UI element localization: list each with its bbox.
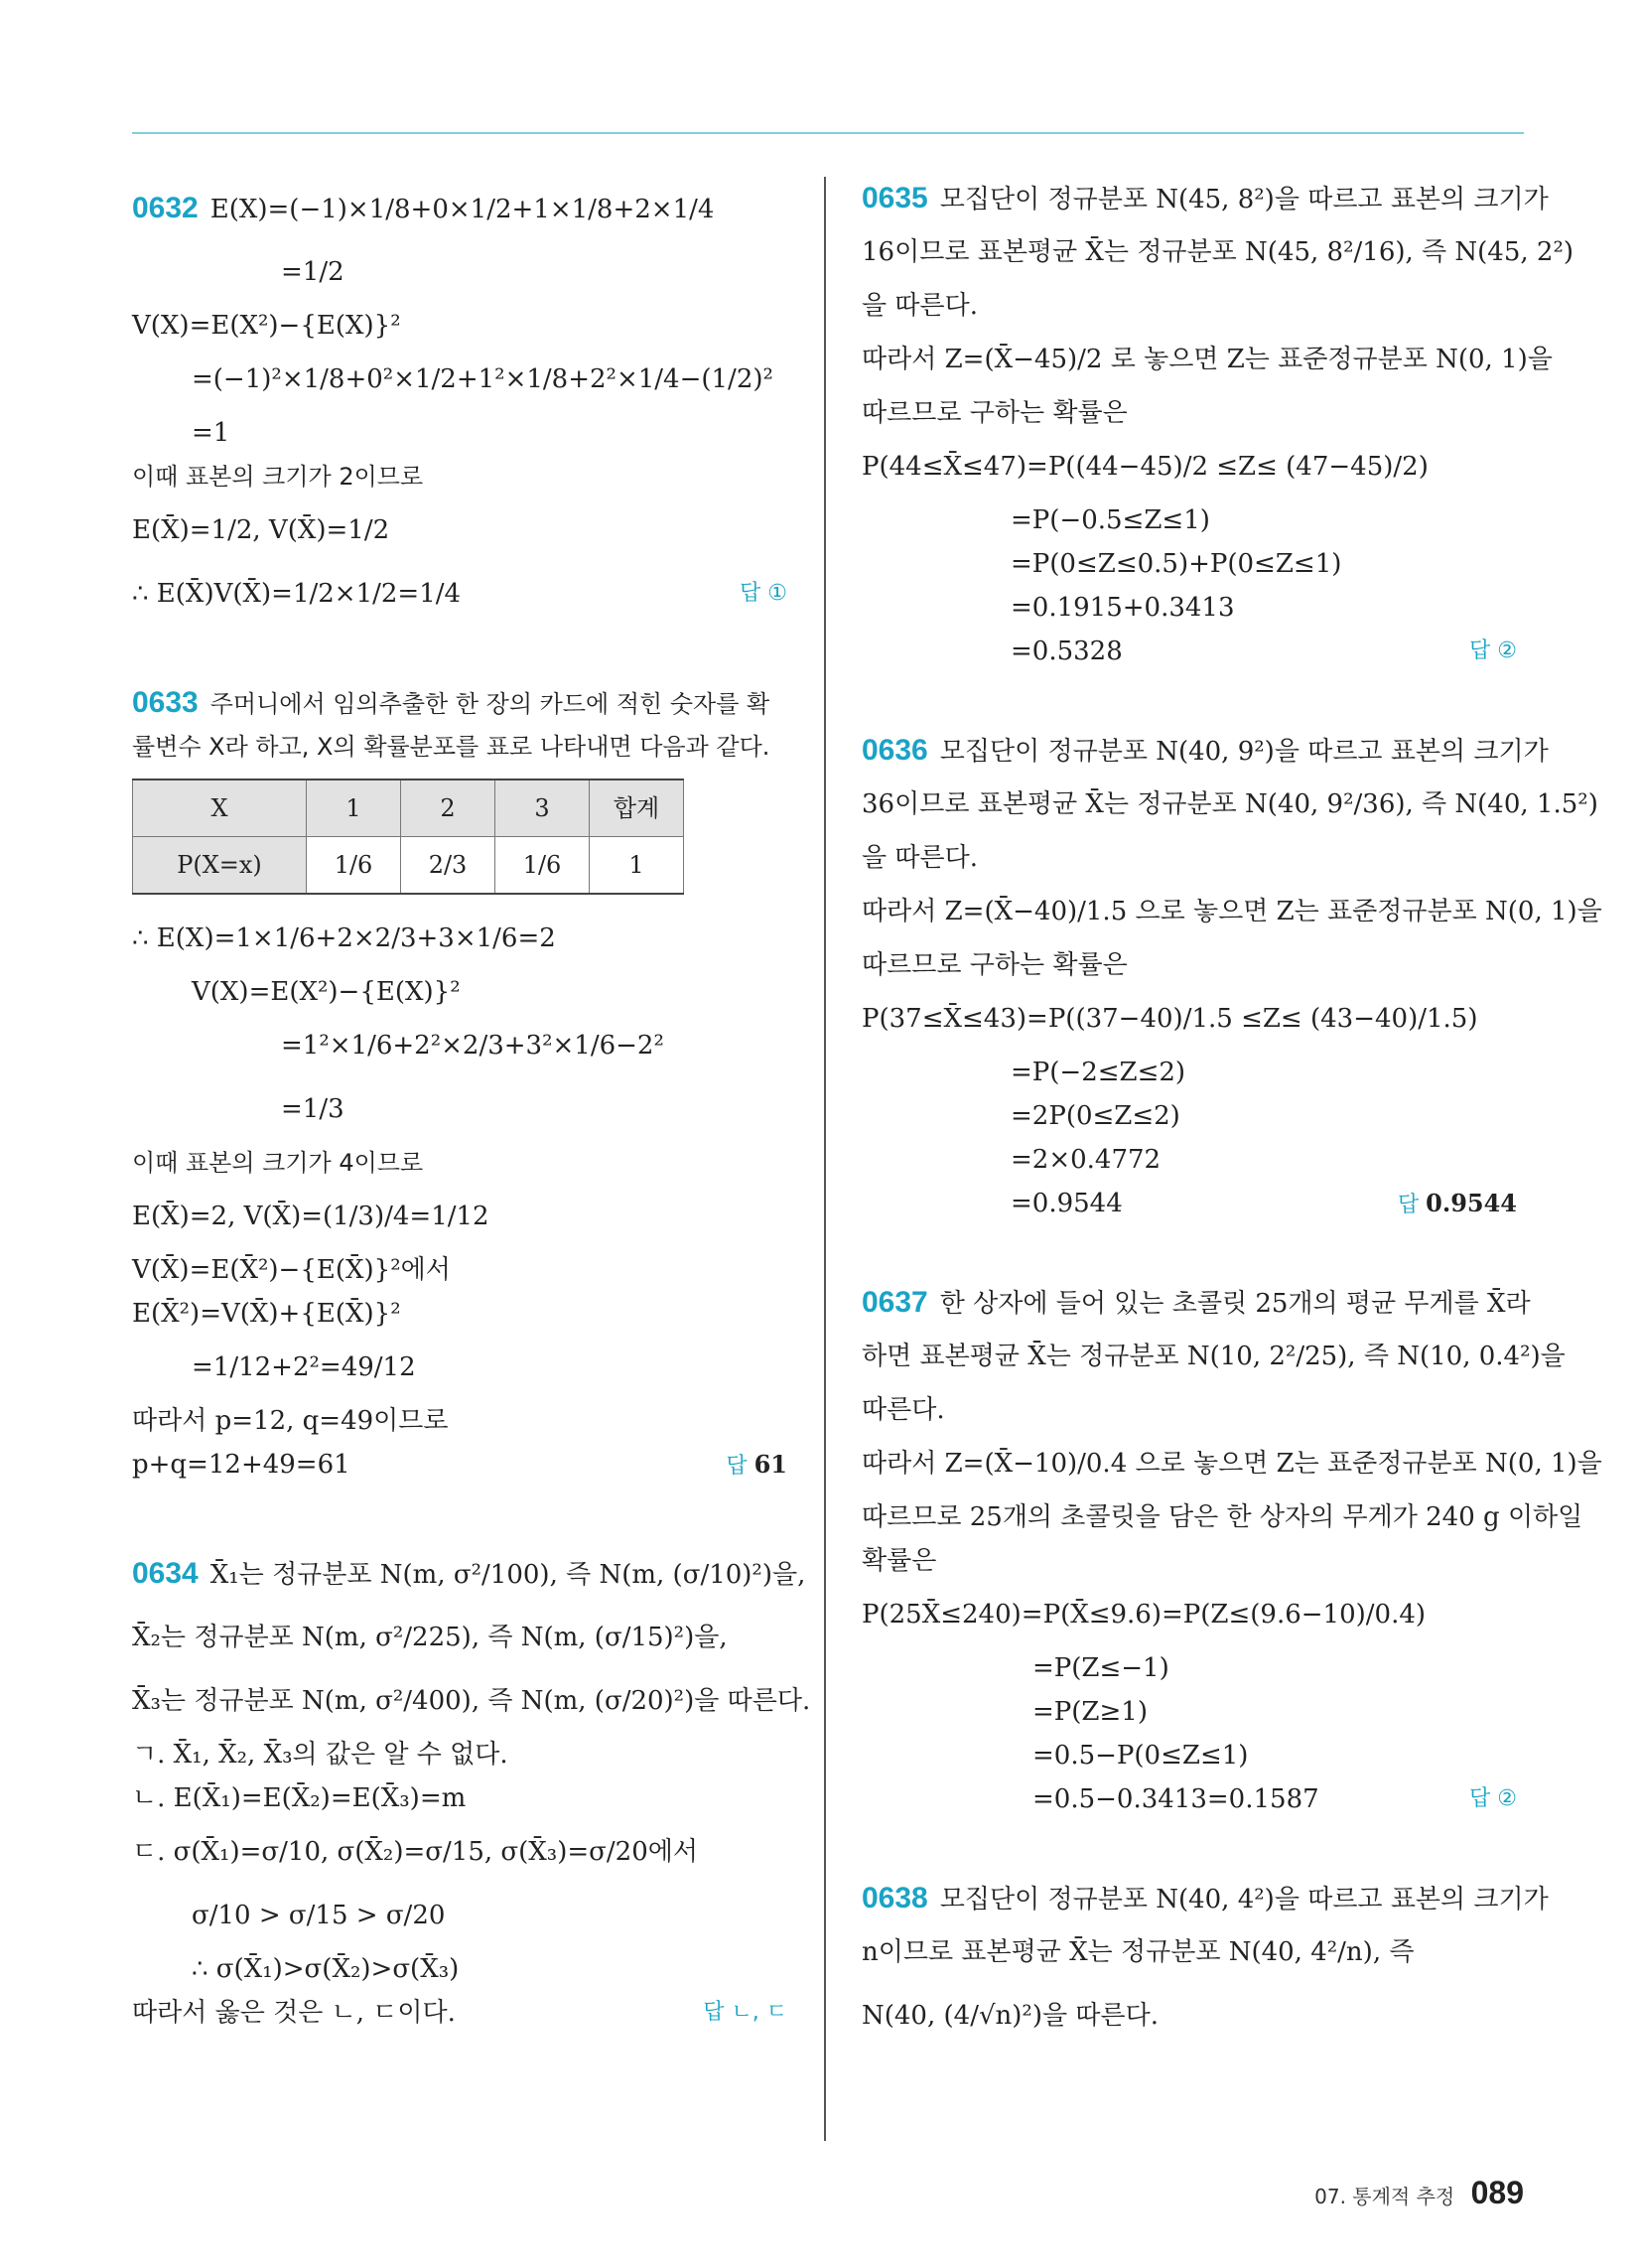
solution-line: =P(Z≥1): [1032, 1697, 1148, 1727]
solution-line: 이때 표본의 크기가 2이므로: [132, 463, 424, 491]
solution-line: =0.1915+0.3413: [1011, 593, 1235, 623]
answer-value: ①: [767, 581, 787, 606]
answer: [1469, 630, 1517, 673]
answer-value: ②: [1497, 1786, 1517, 1811]
solution-line: =1/3: [281, 1094, 344, 1124]
solution-line: V(X)=E(X²)−{E(X)}²: [132, 311, 401, 341]
solution-line: P(44≤X̄≤47)=P((44−45)/2 ≤Z≤ (47−45)/2): [862, 452, 1429, 482]
probability-table: [132, 779, 684, 895]
solution-line: ∴ E(X̄)V(X̄)=1/2×1/2=1/4: [132, 579, 462, 609]
table-header-cell: 3: [495, 780, 590, 837]
solution-line: =P(Z≤−1): [1032, 1653, 1169, 1683]
problem-number: 0635: [862, 182, 928, 214]
solution-line: =0.5−0.3413=0.1587: [1032, 1784, 1319, 1814]
left-column: [132, 177, 811, 2035]
right-column: [862, 177, 1602, 2048]
table-header-cell: 합계: [590, 780, 684, 837]
answer: [726, 1443, 787, 1488]
problem-number: 0634: [132, 1557, 199, 1590]
answer-value: ②: [1497, 638, 1517, 663]
solution-line: =2P(0≤Z≤2): [1011, 1101, 1180, 1131]
answer-label: 답: [1397, 1193, 1420, 1217]
table-cell: 2/3: [401, 837, 495, 895]
solution-line: =1/12+2²=49/12: [192, 1352, 416, 1382]
solution-line: 따르므로 25개의 초콜릿을 담은 한 상자의 무게가 240 g 이하일: [862, 1502, 1583, 1532]
table-header-cell: 2: [401, 780, 495, 837]
problem-number: 0632: [132, 192, 199, 224]
solution-line: =0.5328: [1011, 637, 1123, 666]
answer-label: 답: [740, 581, 761, 606]
solution-line: 따라서 Z=(X̄−45)/2 로 놓으면 Z는 표준정규분포 N(0, 1)을: [862, 345, 1553, 374]
answer: [740, 562, 787, 626]
solution-line: V(X)=E(X²)−{E(X)}²: [192, 977, 461, 1007]
solution-line: p+q=12+49=61: [132, 1450, 350, 1480]
answer-value: 61: [753, 1450, 787, 1479]
top-rule: [132, 132, 1524, 134]
answer-label: 답: [1469, 1786, 1491, 1811]
answer: [1469, 1777, 1517, 1821]
solution-line: ㄷ. σ(X̄₁)=σ/10, σ(X̄₂)=σ/15, σ(X̄₃)=σ/20에서: [132, 1837, 698, 1867]
solution-line: =0.9544: [1011, 1189, 1123, 1218]
solution-line: =(−1)²×1/8+0²×1/2+1²×1/8+2²×1/4−(1/2)²: [192, 364, 773, 394]
answer-value: ㄴ, ㄷ: [731, 2000, 787, 2025]
solution-line: 36이므로 표본평균 X̄는 정규분포 N(40, 9²/36), 즉 N(40, 1.5²): [862, 789, 1598, 819]
solution-line: σ/10 > σ/15 > σ/20: [192, 1901, 446, 1930]
solution-line: =P(0≤Z≤0.5)+P(0≤Z≤1): [1011, 549, 1342, 579]
solution-line: 을 따른다.: [862, 843, 978, 873]
table-cell: 1/6: [495, 837, 590, 895]
problem-0634: [132, 1542, 811, 2035]
problem-0633: [132, 681, 787, 1487]
table-cell: 1/6: [307, 837, 401, 895]
page-footer: [1314, 2175, 1524, 2211]
solution-line: ㄱ. X̄₁, X̄₂, X̄₃의 값은 알 수 없다.: [132, 1740, 508, 1770]
solution-line: ∴ E(X)=1×1/6+2×2/3+3×1/6=2: [132, 923, 556, 953]
problem-0637: [862, 1281, 1602, 1821]
solution-line: N(40, (4/√n)²)을 따른다.: [862, 2001, 1159, 2031]
solution-line: 따라서 p=12, q=49이므로: [132, 1406, 449, 1436]
solution-line: E(X̄)=1/2, V(X̄)=1/2: [132, 515, 390, 545]
solution-line: P(25X̄≤240)=P(X̄≤9.6)=P(Z≤(9.6−10)/0.4): [862, 1600, 1427, 1630]
solution-line: =1/2: [281, 257, 344, 287]
solution-line: 주머니에서 임의추출한 한 장의 카드에 적힌 숫자를 확: [209, 690, 770, 718]
table-header-cell: 1: [307, 780, 401, 837]
answer-label: 답: [703, 2000, 725, 2025]
page-number: 089: [1470, 2175, 1524, 2210]
solution-line: 이때 표본의 크기가 4이므로: [132, 1149, 424, 1177]
solution-line: =0.5−P(0≤Z≤1): [1032, 1741, 1249, 1771]
solution-line: 따르므로 구하는 확률은: [862, 950, 1128, 980]
solution-line: 따르므로 구하는 확률은: [862, 398, 1128, 428]
solution-line: V(X̄)=E(X̄²)−{E(X̄)}²에서: [132, 1255, 451, 1285]
solution-line: =P(−2≤Z≤2): [1011, 1058, 1186, 1087]
solution-line: n이므로 표본평균 X̄는 정규분포 N(40, 4²/n), 즉: [862, 1937, 1415, 1967]
solution-line: 16이므로 표본평균 X̄는 정규분포 N(45, 8²/16), 즉 N(45, 2²): [862, 237, 1574, 267]
answer: [1398, 1182, 1517, 1227]
solution-line: 따라서 옳은 것은 ㄴ, ㄷ이다.: [132, 1998, 456, 2028]
problem-0638: [862, 1877, 1549, 2048]
table-cell: P(X=x): [133, 837, 307, 895]
solution-line: X̄₂는 정규분포 N(m, σ²/225), 즉 N(m, (σ/15)²)을,: [132, 1623, 728, 1652]
solution-line: 따라서 Z=(X̄−10)/0.4 으로 놓으면 Z는 표준정규분포 N(0, 1)을: [862, 1449, 1602, 1479]
column-divider: [824, 177, 826, 2141]
problem-number: 0638: [862, 1882, 928, 1914]
solution-line: =1: [192, 418, 230, 448]
solution-line: E(X̄²)=V(X̄)+{E(X̄)}²: [132, 1299, 401, 1329]
solution-line: 하면 표본평균 X̄는 정규분포 N(10, 2²/25), 즉 N(10, 0.4²)을: [862, 1342, 1566, 1371]
problem-0635: [862, 177, 1574, 673]
chapter-title: 07. 통계적 추정: [1314, 2185, 1455, 2208]
answer: [703, 1991, 787, 2035]
solution-line: E(X̄)=2, V(X̄)=(1/3)/4=1/12: [132, 1202, 489, 1231]
solution-line: P(37≤X̄≤43)=P((37−40)/1.5 ≤Z≤ (43−40)/1.5): [862, 1004, 1478, 1034]
solution-line: 을 따른다.: [862, 291, 978, 321]
solution-line: X̄₃는 정규분포 N(m, σ²/400), 즉 N(m, (σ/20)²)을 따른다.: [132, 1686, 811, 1716]
solution-line: 따라서 Z=(X̄−40)/1.5 으로 놓으면 Z는 표준정규분포 N(0, 1)을: [862, 897, 1602, 926]
table-header-cell: X: [133, 780, 307, 837]
solution-line: 모집단이 정규분포 N(40, 9²)을 따르고 표본의 크기가: [939, 737, 1549, 767]
solution-line: 한 상자에 들어 있는 초콜릿 25개의 평균 무게를 X̄라: [939, 1289, 1531, 1319]
solution-line: 확률은: [862, 1546, 937, 1576]
solution-line: ㄴ. E(X̄₁)=E(X̄₂)=E(X̄₃)=m: [132, 1783, 467, 1813]
answer-label: 답: [726, 1454, 748, 1479]
problem-number: 0633: [132, 686, 199, 719]
solution-line: =2×0.4772: [1011, 1145, 1162, 1175]
answer-value: 0.9544: [1426, 1189, 1517, 1217]
solution-line: ∴ σ(X̄₁)>σ(X̄₂)>σ(X̄₃): [192, 1954, 460, 1984]
solution-line: 모집단이 정규분포 N(40, 4²)을 따르고 표본의 크기가: [939, 1885, 1549, 1914]
answer-label: 답: [1469, 638, 1491, 663]
solution-line: 모집단이 정규분포 N(45, 8²)을 따르고 표본의 크기가: [939, 185, 1549, 214]
solution-line: E(X)=(−1)×1/8+0×1/2+1×1/8+2×1/4: [209, 195, 715, 224]
solution-line: =P(−0.5≤Z≤1): [1011, 505, 1210, 535]
problem-number: 0636: [862, 734, 928, 767]
solution-line: 률변수 X라 하고, X의 확률분포를 표로 나타내면 다음과 같다.: [132, 733, 770, 761]
solution-line: 따른다.: [862, 1395, 945, 1425]
problem-0632: [132, 177, 787, 626]
problem-number: 0637: [862, 1286, 928, 1319]
table-cell: 1: [590, 837, 684, 895]
solution-line: =1²×1/6+2²×2/3+3²×1/6−2²: [281, 1031, 664, 1061]
solution-line: X̄₁는 정규분포 N(m, σ²/100), 즉 N(m, (σ/10)²)을,: [209, 1560, 806, 1590]
problem-0636: [862, 729, 1602, 1225]
